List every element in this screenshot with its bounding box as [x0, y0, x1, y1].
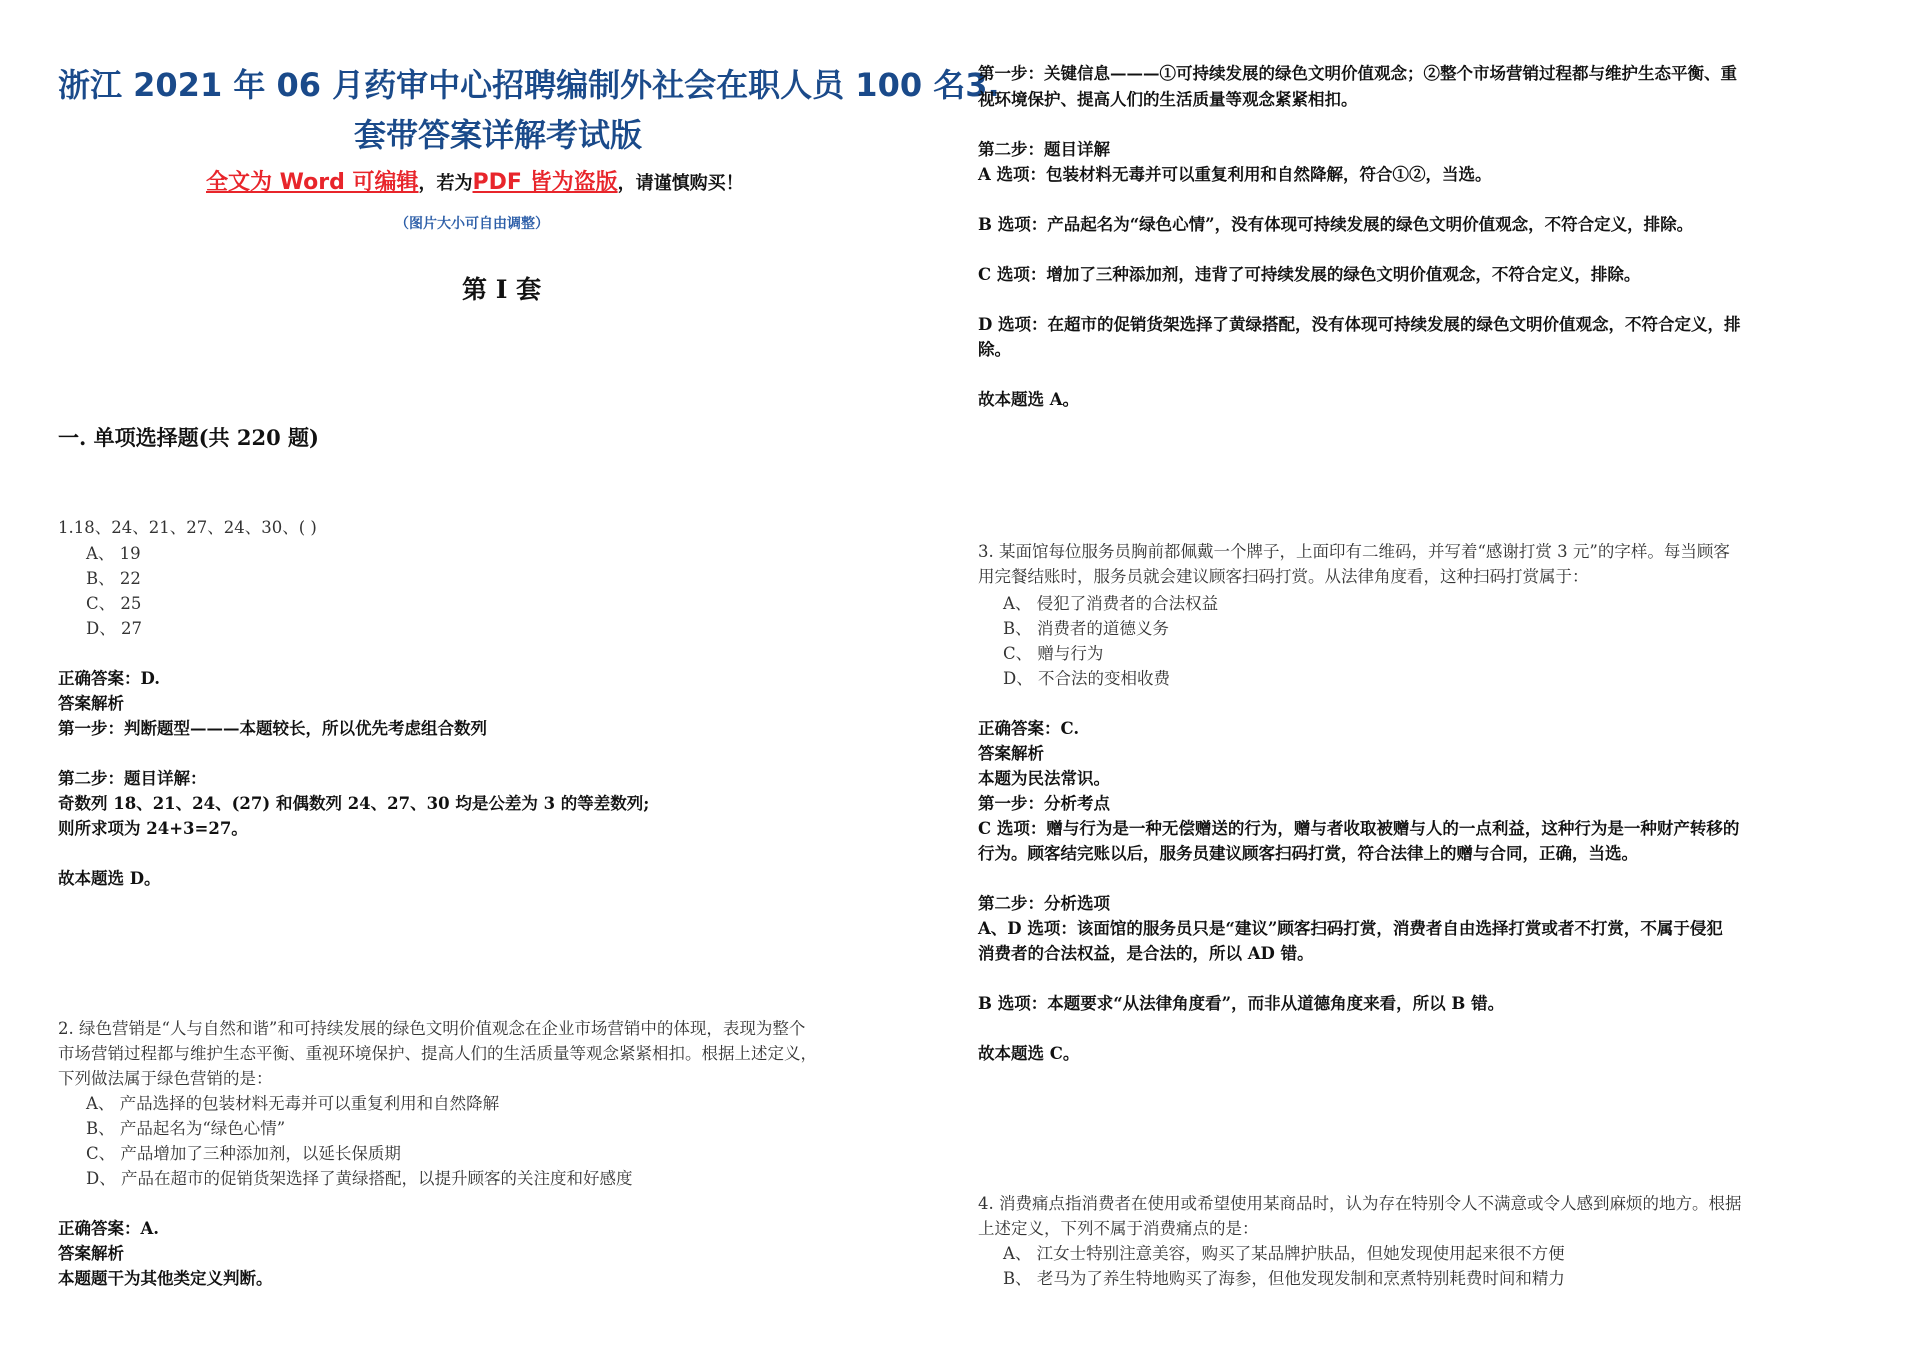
section-title: 一. 单项选择题(共 220 题) [58, 425, 319, 450]
question-2-option-a: A、 产品选择的包装材料无毒并可以重复利用和自然降解 [86, 1094, 500, 1113]
question-3-conclusion: 故本题选 C。 [978, 1044, 1080, 1063]
question-1-option-c: C、 25 [86, 594, 142, 613]
question-2-analysis-line: 第二步：题目详解 [978, 140, 1110, 159]
question-3-analysis-line: C 选项：赠与行为是一种无偿赠送的行为，赠与者收取被赠与人的一点利益，这种行为是一种财产转移的 [978, 819, 1740, 838]
document-title-line2: 套带答案详解考试版 [354, 116, 643, 154]
question-2-option-c: C、 产品增加了三种添加剂，以延长保质期 [86, 1144, 401, 1163]
question-3-option-b: B、 消费者的道德义务 [1003, 619, 1169, 638]
question-2-analysis-line: C 选项：增加了三种添加剂，违背了可持续发展的绿色文明价值观念，不符合定义，排除。 [978, 265, 1641, 284]
question-1-stem: 1.18、24、21、27、24、30、( ) [58, 518, 317, 537]
question-1-option-a: A、 19 [86, 544, 141, 563]
question-3-analysis-line: 行为。顾客结完账以后，服务员建议顾客扫码打赏，符合法律上的赠与合同，正确，当选。 [978, 844, 1638, 863]
question-3-stem-line: 3. 某面馆每位服务员胸前都佩戴一个牌子，上面印有二维码，并写着“感谢打赏 3 元”的字样。每当顾客 [978, 542, 1730, 561]
document-title-line1: 浙江 2021 年 06 月药审中心招聘编制外社会在职人员 100 名3. [58, 66, 1000, 104]
question-4-option-b: B、 老马为了养生特地购买了海参，但他发现发制和烹煮特别耗费时间和精力 [1003, 1269, 1565, 1288]
question-3-analysis-line: B 选项：本题要求“从法律角度看”，而非从道德角度来看，所以 B 错。 [978, 994, 1505, 1013]
question-3-analysis-line: 本题为民法常识。 [978, 769, 1110, 788]
question-2-stem-line: 下列做法属于绿色营销的是： [58, 1069, 273, 1088]
question-1-analysis-line: 奇数列 18、21、24、(27) 和偶数列 24、27、30 均是公差为 3 的等差数列; [58, 794, 650, 813]
question-2-analysis-line: B 选项：产品起名为“绿色心情”，没有体现可持续发展的绿色文明价值观念，不符合定义，排除。 [978, 215, 1694, 234]
question-2-analysis-line: 视环境保护、提高人们的生活质量等观念紧紧相扣。 [978, 90, 1358, 109]
question-1-option-b: B、 22 [86, 569, 141, 588]
question-2-analysis-line: A 选项：包装材料无毒并可以重复利用和自然降解，符合①②，当选。 [978, 165, 1492, 184]
question-3-option-d: D、 不合法的变相收费 [1003, 669, 1170, 688]
question-2-analysis-line: 本题题干为其他类定义判断。 [58, 1269, 273, 1288]
pdf-piracy-note: PDF 皆为盗版 [472, 170, 618, 195]
set-label: 第 I 套 [462, 275, 542, 304]
question-1-option-d: D、 27 [86, 619, 142, 638]
question-2-stem-line: 市场营销过程都与维护生态平衡、重视环境保护、提高人们的生活质量等观念紧紧相扣。根据上述定义， [58, 1044, 817, 1063]
question-2-analysis-label: 答案解析 [58, 1244, 124, 1263]
question-4-stem-line: 4. 消费痛点指消费者在使用或希望使用某商品时，认为存在特别令人不满意或令人感到麻烦的地方。根据 [978, 1194, 1742, 1213]
question-1-analysis-line: 第二步：题目详解： [58, 769, 207, 788]
question-1-analysis-label: 答案解析 [58, 694, 124, 713]
edit-note: 全文为 Word 可编辑，若为PDF 皆为盗版，请谨慎购买！ [206, 170, 744, 195]
question-2-option-d: D、 产品在超市的促销货架选择了黄绿搭配，以提升顾客的关注度和好感度 [86, 1169, 633, 1188]
question-1-analysis-line: 则所求项为 24+3=27。 [58, 819, 248, 838]
question-3-stem-line: 用完餐结账时，服务员就会建议顾客扫码打赏。从法律角度看，这种扫码打赏属于： [978, 567, 1589, 586]
question-3-analysis-line: 第一步：分析考点 [978, 794, 1110, 813]
question-4-option-a: A、 江女士特别注意美容，购买了某品牌护肤品，但她发现使用起来很不方便 [1003, 1244, 1565, 1263]
question-2-analysis-line: 第一步：关键信息———①可持续发展的绿色文明价值观念；②整个市场营销过程都与维护生态平衡、重 [978, 64, 1737, 83]
question-3-answer: 正确答案：C. [978, 719, 1080, 738]
question-3-option-c: C、 赠与行为 [1003, 644, 1104, 663]
question-1-conclusion: 故本题选 D。 [58, 869, 161, 888]
image-size-note: （图片大小可自由调整） [395, 216, 549, 232]
question-4-stem-line: 上述定义，下列不属于消费痛点的是： [978, 1219, 1259, 1238]
question-2-conclusion: 故本题选 A。 [978, 390, 1080, 409]
question-1-answer: 正确答案：D. [58, 669, 160, 688]
question-2-option-b: B、 产品起名为“绿色心情” [86, 1119, 286, 1138]
question-3-analysis-line: 第二步：分析选项 [978, 894, 1110, 913]
question-2-answer: 正确答案：A. [58, 1219, 160, 1238]
question-2-analysis-line: 除。 [978, 340, 1011, 359]
question-3-analysis-line: A、D 选项：该面馆的服务员只是“建议”顾客扫码打赏，消费者自由选择打赏或者不打赏，不属于侵犯 [978, 919, 1723, 938]
question-2-analysis-line: D 选项：在超市的促销货架选择了黄绿搭配，没有体现可持续发展的绿色文明价值观念，不符合定义，排 [978, 315, 1741, 334]
question-3-analysis-label: 答案解析 [978, 744, 1044, 763]
question-3-analysis-line: 消费者的合法权益，是合法的，所以 AD 错。 [978, 944, 1314, 963]
question-3-option-a: A、 侵犯了消费者的合法权益 [1003, 594, 1219, 613]
word-editable-note: 全文为 Word 可编辑 [206, 170, 419, 195]
question-2-stem-line: 2. 绿色营销是“人与自然和谐”和可持续发展的绿色文明价值观念在企业市场营销中的体现，表现为整个 [58, 1019, 806, 1038]
question-1-analysis-line: 第一步：判断题型———本题较长，所以优先考虑组合数列 [58, 719, 487, 738]
